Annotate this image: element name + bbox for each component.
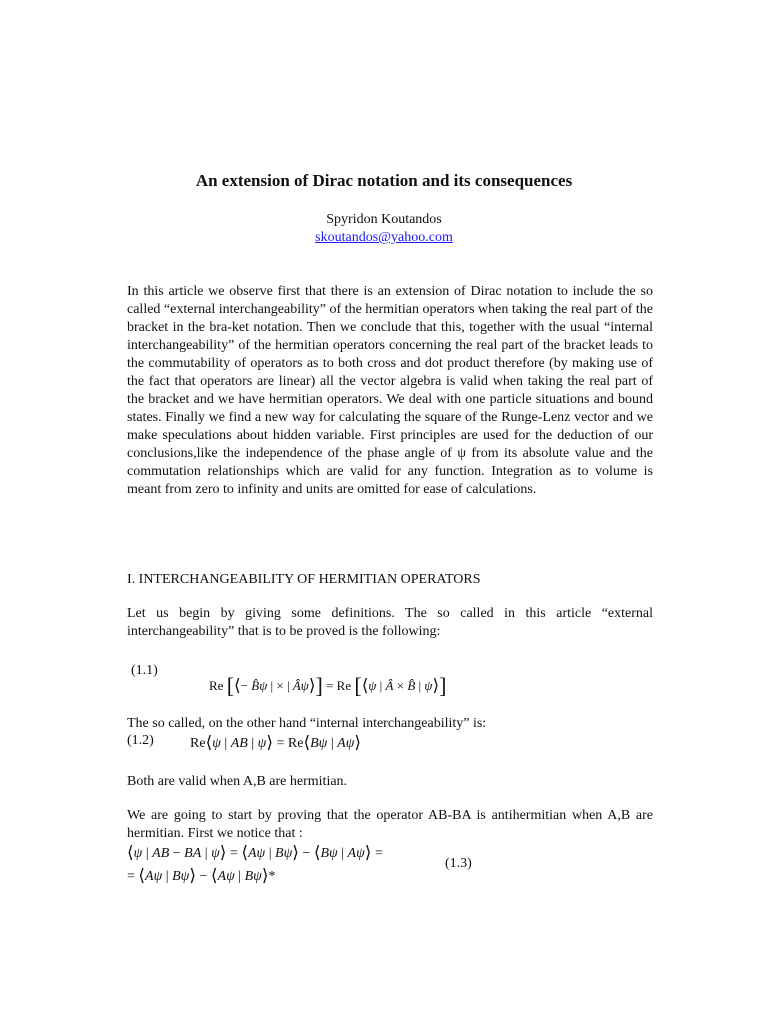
section-heading: I. INTERCHANGEABILITY OF HERMITIAN OPERATORS (127, 572, 481, 587)
equation-1-3-line-1: ⟨ψ | AB − BA | ψ⟩ = ⟨Aψ | Bψ⟩ − ⟨Bψ | Aψ⟩ = (127, 843, 383, 862)
equation-label-1-2: (1.2) (127, 733, 154, 748)
equation-1-1: Re [⟨− B̂ψ | × | Âψ⟩] = Re [⟨ψ | Â × B̂ | ψ⟩] (209, 673, 447, 698)
equation-1-3-line-2: = ⟨Aψ | Bψ⟩ − ⟨Aψ | Bψ⟩* (127, 866, 276, 885)
internal-interchangeability-text: The so called, on the other hand “internal interchangeability” is: (127, 716, 487, 731)
proof-intro: We are going to start by proving that the operator AB-BA is antihermitian when A,B are hermitian. First we notice that : (127, 808, 653, 841)
email-link[interactable]: skoutandos@yahoo.com (315, 230, 453, 245)
equation-1-2: Re⟨ψ | AB | ψ⟩ = Re⟨Bψ | Aψ⟩ (190, 733, 362, 752)
equation-label-1-1: (1.1) (131, 663, 158, 678)
both-valid-text: Both are valid when A,B are hermitian. (127, 774, 348, 789)
abstract: In this article we observe first that there is an extension of Dirac notation to include the so called “external interchangeability” of the hermitian operators when taking the real part of the bracket in the bra-ket notation. Then we conclude that this, together with the usual “internal interchangeability” of the hermitian operators concerning the real part of the bracket leads to the commutability of operators as to both cross and dot product therefore (by making use of the fact that operators are linear) all the vector algebra is valid when taking the real part of the bracket and we have hermitian operators. We deal with one particle situations and bound states. Finally we find a new way for calculating the square of the Runge-Lenz vector and we make speculations about hidden variable. First principles are used for the deduction of our conclusions,like the independence of the phase angle of ψ from its absolute value and the commutation relationships which are valid for any function. Integration as to volume is meant from zero to infinity and units are omitted for ease of calculations. (127, 284, 653, 497)
author-email (0, 230, 768, 246)
author-name: Spyridon Koutandos (326, 212, 442, 227)
definitions-intro: Let us begin by giving some definitions. The so called in this article “external interchangeability” that is to be proved is the following: (127, 606, 653, 639)
equation-label-1-3: (1.3) (445, 856, 472, 871)
paper-title: An extension of Dirac notation and its consequences (195, 171, 573, 190)
